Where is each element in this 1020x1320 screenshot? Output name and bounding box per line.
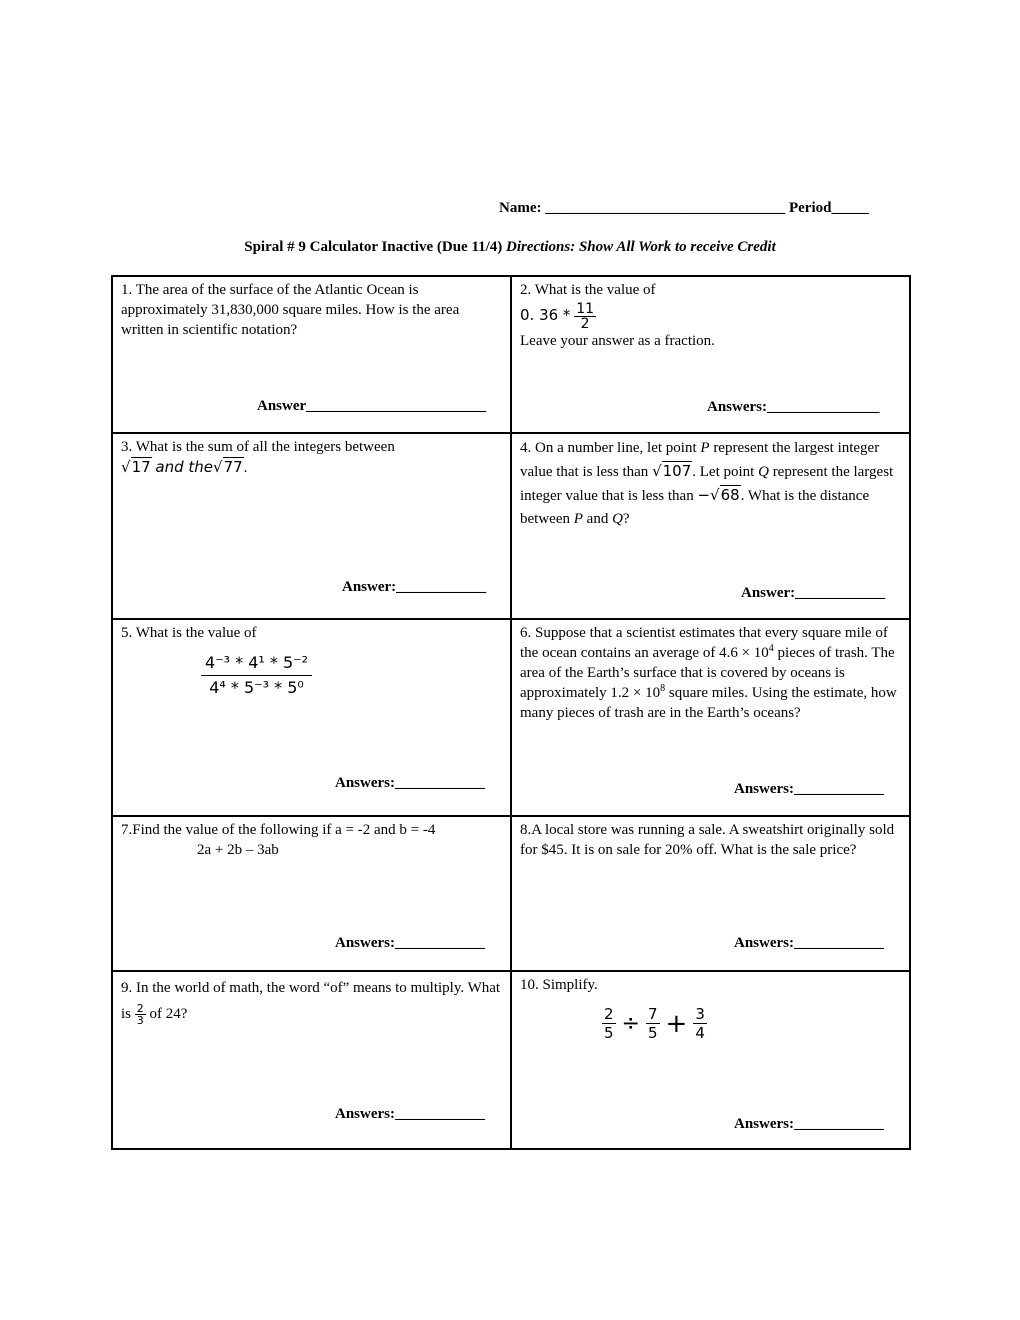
- question-7-answer: Answers:____________: [335, 935, 485, 951]
- question-5-cell: [112, 619, 511, 816]
- question-9-fraction: $\frac{2}{3}$: [136, 1002, 144, 1028]
- question-2-fraction: [574, 302, 596, 331]
- question-8-cell: [511, 816, 910, 971]
- question-9-text: 9. In the world of math, the word “of” means to multiply. What is $\frac{2}{3}$ of 24?: [121, 980, 501, 1028]
- question-4-text: 4. On a number line, let point P represent the largest integer value that is less than √107. Let point Q represent the largest integer value that is less than −√68. What is the distance between P and Q?: [520, 440, 894, 527]
- question-3-answer: Answer:____________: [342, 579, 487, 595]
- question-4-cell: [511, 433, 910, 619]
- question-10-text: 10. Simplify.: [520, 977, 598, 993]
- question-3-expression: √17 and the√77.: [121, 458, 248, 476]
- question-2-text: 2. What is the value of: [520, 282, 656, 298]
- question-2-fraction-num: 11: [576, 301, 595, 317]
- question-5-numerator: 4⁻³ * 4¹ * 5⁻²: [201, 651, 312, 676]
- question-10-answer: Answers:____________: [734, 1116, 884, 1132]
- question-4-answer: Answer:____________: [741, 585, 886, 601]
- question-10-expression: [602, 1005, 901, 1042]
- question-2-cell: [511, 276, 910, 433]
- question-2-expression: [520, 302, 901, 331]
- question-6-answer: Answers:____________: [734, 781, 884, 797]
- question-5-denominator: 4⁴ * 5⁻³ * 5⁰: [209, 678, 304, 697]
- worksheet-header: [0, 239, 1020, 256]
- question-10-cell: [511, 971, 910, 1149]
- worksheet-directions: Directions: Show All Work to receive Credit: [506, 239, 776, 255]
- negative-sqrt-68: −√68: [697, 486, 740, 504]
- question-2-decimal: 0. 36 *: [520, 305, 571, 324]
- question-7-text: 7.Find the value of the following if a = -2 and b = -4: [121, 822, 436, 838]
- question-10-fraction-3: $\frac{3}{4}$: [695, 1005, 705, 1042]
- question-9-cell: [112, 971, 511, 1149]
- question-3-cell: [112, 433, 511, 619]
- sqrt-17: √17: [121, 458, 151, 476]
- plus-sign: +: [665, 1008, 688, 1039]
- question-2-fraction-den: 2: [580, 316, 590, 332]
- divide-sign: ÷: [621, 1010, 640, 1036]
- question-7-expression: 2a + 2b – 3ab: [197, 842, 279, 858]
- name-period-line: Name: ________________________________ Period_____: [499, 200, 869, 216]
- sqrt-107: √107: [652, 462, 692, 480]
- sqrt-77: √77: [213, 458, 243, 476]
- question-1-cell: [112, 276, 511, 433]
- question-8-text: 8.A local store was running a sale. A sweatshirt originally sold for $45. It is on sale for 20% off. What is the sale price?: [520, 822, 895, 858]
- question-10-fraction-2: $\frac{7}{5}$: [647, 1005, 658, 1042]
- question-10-fraction-1: $\frac{2}{5}$: [604, 1005, 614, 1042]
- question-5-answer: Answers:____________: [335, 775, 485, 791]
- question-9-answer: Answers:____________: [335, 1106, 485, 1122]
- question-3-and-the: and the: [155, 458, 214, 476]
- question-6-cell: [511, 619, 910, 816]
- worksheet-title: Spiral # 9 Calculator Inactive (Due 11/4): [244, 239, 503, 255]
- question-1-answer: Answer________________________: [257, 398, 487, 414]
- question-6-text: 6. Suppose that a scientist estimates that every square mile of the ocean contains an average of $4.6 \times 10^4$ pieces of trash. The area of the Earth’s surface that is covered by oceans is approximately $1.2 \times 10^8$ square miles. Using the estimate, how many pieces of trash are in the Earth’s oceans?: [520, 625, 897, 721]
- question-5-fraction: [201, 651, 312, 700]
- question-7-cell: [112, 816, 511, 971]
- question-3-text: 3. What is the sum of all the integers between: [121, 439, 395, 455]
- question-2-answer: Answers:_______________: [707, 399, 880, 415]
- question-1-text: 1. The area of the surface of the Atlantic Ocean is approximately 31,830,000 square miles. How is the area written in scientific notation?: [121, 282, 460, 338]
- question-8-answer: Answers:____________: [734, 935, 884, 951]
- question-5-text: 5. What is the value of: [121, 625, 257, 641]
- question-grid: [111, 275, 911, 1150]
- question-2-note: Leave your answer as a fraction.: [520, 333, 715, 349]
